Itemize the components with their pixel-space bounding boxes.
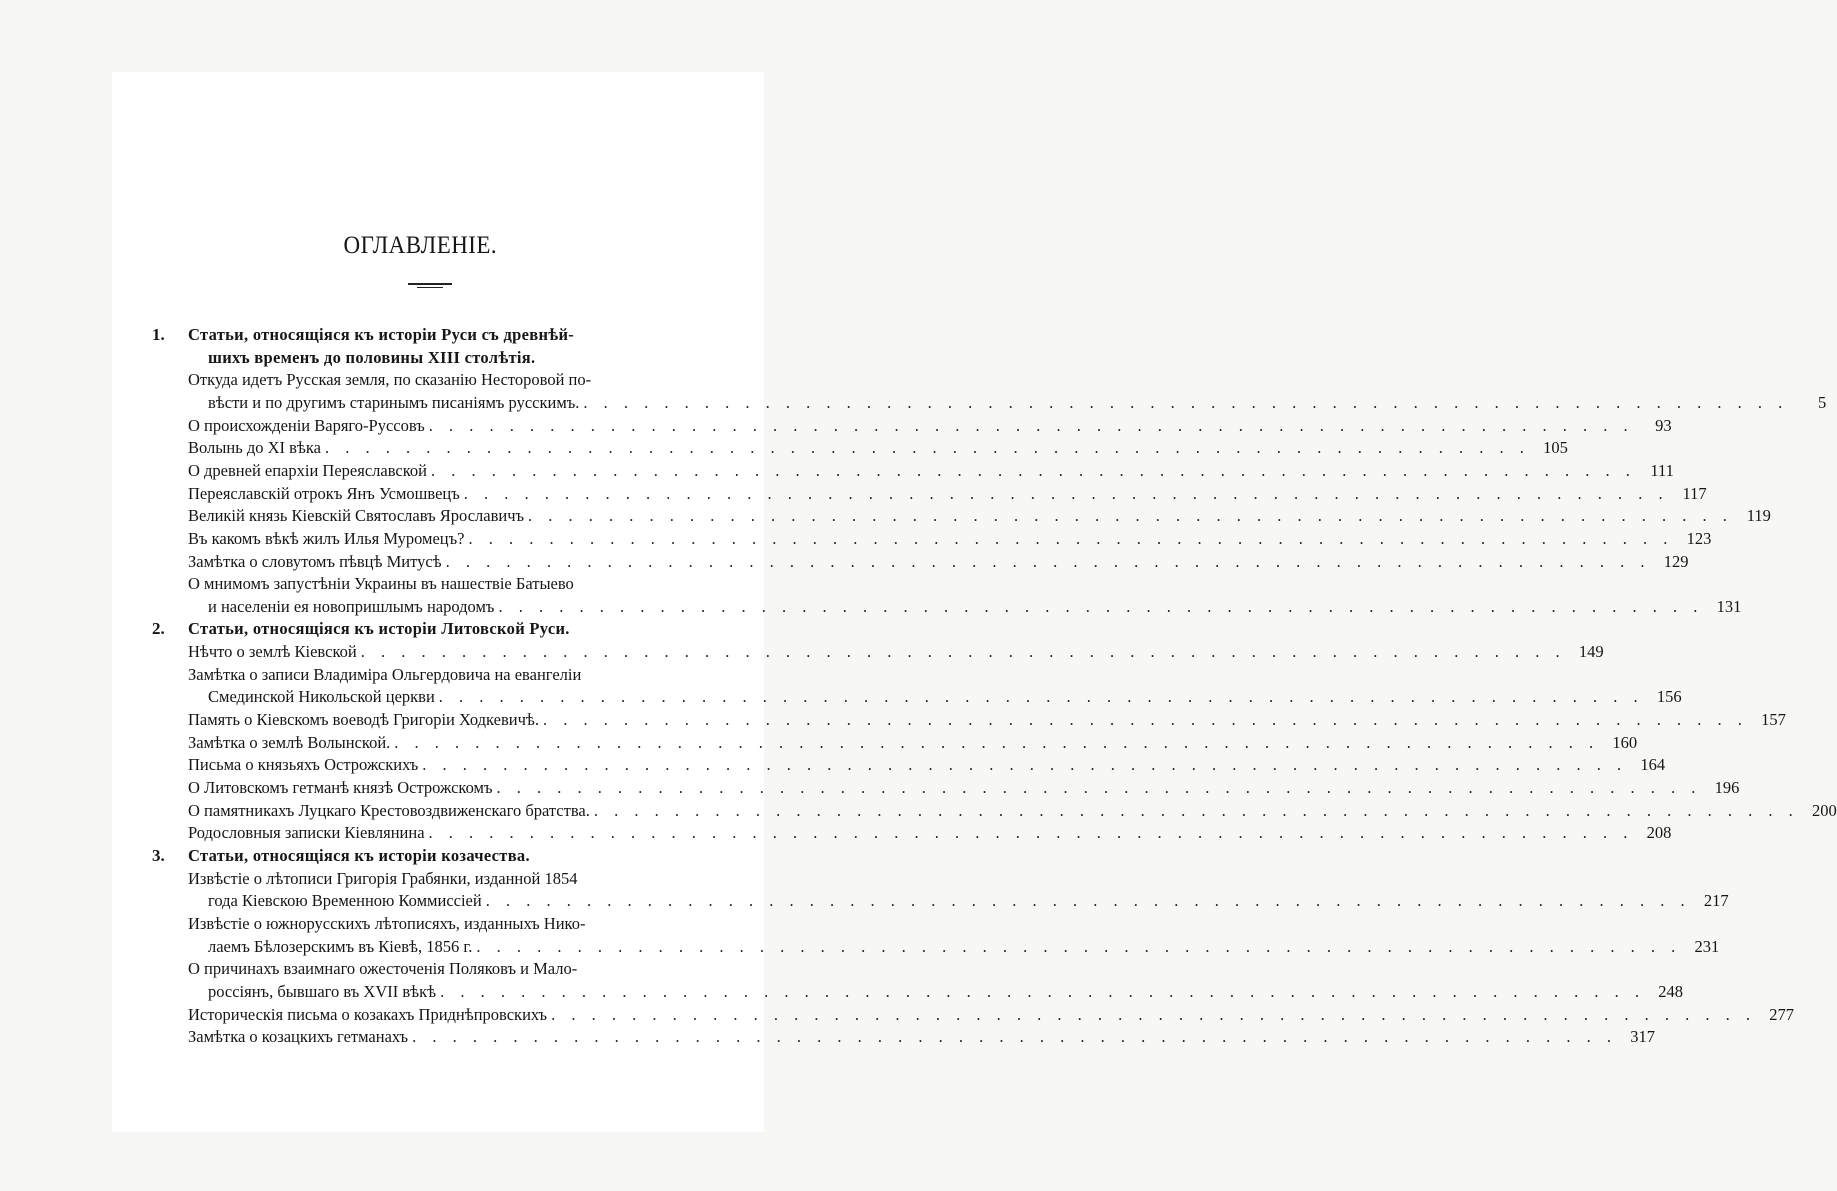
toc-entry: [188, 664, 704, 686]
section-heading-continuation: [208, 347, 724, 369]
toc-entry-title: Родословныя записки Кіевлянина: [188, 823, 425, 843]
dot-leader: . . . . . . . . . . . . . . . . . . . . . . . . . . . . . . . . . . . . . . . . . . . . . . . . . . . . . . . . . . . .: [438, 687, 1644, 707]
dot-leader: . . . . . . . . . . . . . . . . . . . . . . . . . . . . . . . . . . . . . . . . . . . . . . . . . . . . . . . . . . . .: [422, 755, 1628, 775]
page-number: 156: [1656, 687, 1682, 707]
toc-entry-title: Замѣтка о словутомъ пѣвцѣ Митусѣ: [188, 551, 442, 571]
toc-entry: [188, 709, 1786, 731]
dot-leader: . . . . . . . . . . . . . . . . . . . . . . . . . . . . . . . . . . . . . . . . . . . . . . . . . . . . . . . . . . . .: [485, 891, 1691, 911]
toc-entry-title: О памятникахъ Луцкаго Крестовоздвиженскаго братства.: [188, 800, 590, 820]
section-heading: [188, 324, 704, 346]
toc-entry-title: россіянъ, бывшаго въ XVII вѣкѣ: [208, 981, 437, 1001]
toc-entry: [188, 868, 704, 890]
page-number: 157: [1761, 710, 1786, 730]
toc-entry-title: О древней епархіи Переяславской: [188, 460, 427, 480]
page-number: 93: [1655, 415, 1672, 435]
toc-entry: [188, 369, 704, 391]
toc-entry-continuation: [208, 981, 1683, 1003]
toc-entry-title: Замѣтка о записи Владиміра Ольгердовича на евангеліи: [188, 664, 582, 684]
dot-leader: . . . . . . . . . . . . . . . . . . . . . . . . . . . . . . . . . . . . . . . . . . . . . . . . . . . . . . . . . . . .: [498, 596, 1704, 616]
section-heading: [188, 618, 704, 640]
dot-leader: . . . . . . . . . . . . . . . . . . . . . . . . . . . . . . . . . . . . . . . . . . . . . . . . . . . . . . . . . . . .: [468, 528, 1674, 548]
section-heading-text: шихъ временъ до половины XIII столѣтія.: [208, 347, 536, 367]
section-heading-text: Статьи, относящіяся къ исторіи Руси съ древнѣй-: [188, 325, 575, 344]
toc-entry-title: лаемъ Бѣлозерскимъ въ Кіевѣ, 1856 г.: [208, 936, 473, 956]
section-heading-text: Статьи, относящіяся къ исторіи козачества.: [188, 845, 530, 865]
dot-leader: . . . . . . . . . . . . . . . . . . . . . . . . . . . . . . . . . . . . . . . . . . . . . . . . . . . . . . . . . . . .: [593, 800, 1799, 820]
page-number: 277: [1769, 1004, 1794, 1024]
page-number: 131: [1716, 596, 1742, 616]
section-number: 2.: [152, 619, 165, 639]
dot-leader: . . . . . . . . . . . . . . . . . . . . . . . . . . . . . . . . . . . . . . . . . . . . . . . . . . . . . . . . . . . .: [440, 981, 1645, 1001]
toc-entry-title: Волынь до XI вѣка: [188, 438, 321, 458]
page-number: 196: [1714, 778, 1740, 797]
toc-entry-title: года Кіевскою Временною Коммиссіей: [208, 891, 482, 911]
toc-entry-continuation: [208, 392, 1827, 414]
toc-entry: [188, 732, 1638, 754]
page-number: 105: [1543, 438, 1568, 458]
toc-entry-title: О мнимомъ запустѣніи Украины въ нашествіе Батыево: [188, 574, 574, 594]
dot-leader: . . . . . . . . . . . . . . . . . . . . . . . . . . . . . . . . . . . . . . . . . . . . . . . . . . . . . . . . . . . .: [428, 415, 1634, 435]
toc-entry-title: и населеніи ея новопришлымъ народомъ: [208, 596, 495, 616]
toc-entry: [188, 437, 1568, 459]
toc-entry-title: Память о Кіевскомъ воеводѣ Григоріи Ходкевичѣ.: [188, 710, 539, 730]
toc-entry: [188, 460, 1674, 482]
page-number: 5: [1818, 392, 1827, 412]
page-number: 111: [1650, 460, 1674, 480]
dot-leader: . . . . . . . . . . . . . . . . . . . . . . . . . . . . . . . . . . . . . . . . . . . . . . . . . . . . . . . . . . . .: [412, 1027, 1617, 1047]
toc-entry: [188, 483, 1707, 505]
toc-entry-title: Переяславскій отрокъ Янъ Усмошвецъ: [188, 483, 460, 503]
page-number: 200: [1811, 800, 1837, 820]
toc-entry: [188, 754, 1666, 776]
toc-entry: [188, 528, 1712, 550]
toc-entry: [188, 1026, 1655, 1048]
toc-entry-title: О причинахъ взаимнаго ожесточенія Поляковъ и Мало-: [188, 959, 578, 979]
toc-entry: [188, 415, 1672, 437]
toc-entry-continuation: [208, 686, 1682, 708]
toc-entry-title: Въ какомъ вѣкѣ жилъ Илья Муромецъ?: [188, 528, 465, 548]
toc-entry-continuation: [208, 596, 1742, 618]
page-number: 160: [1612, 732, 1638, 752]
dot-leader: . . . . . . . . . . . . . . . . . . . . . . . . . . . . . . . . . . . . . . . . . . . . . . . . . . . . . . . . . . . .: [445, 551, 1651, 571]
dot-leader: . . . . . . . . . . . . . . . . . . . . . . . . . . . . . . . . . . . . . . . . . . . . . . . . . . . . . . . . . . . .: [583, 392, 1789, 412]
toc-entry: [188, 913, 704, 935]
dot-leader: . . . . . . . . . . . . . . . . . . . . . . . . . . . . . . . . . . . . . . . . . . . . . . . . . . . . . . . . . . . .: [528, 506, 1733, 526]
toc-entry-title: О происхожденіи Варяго-Руссовъ: [188, 415, 425, 435]
toc-entry-title: Нѣчто о землѣ Кіевской: [188, 642, 357, 662]
toc-entry-title: вѣсти и по другимъ старинымъ писаніямъ русскимъ.: [208, 392, 580, 412]
toc-entry-continuation: [208, 936, 1720, 958]
toc-entry-title: Замѣтка о козацкихъ гетманахъ: [188, 1027, 409, 1047]
page-title: ОГЛАВЛЕНІЕ.: [343, 232, 498, 259]
toc-entry-title: Историческія письма о козакахъ Приднѣпровскихъ: [188, 1004, 548, 1024]
toc-entry-title: Великій князь Кіевскій Святославъ Ярославичъ: [188, 506, 525, 526]
toc-entry-title: Замѣтка о землѣ Волынской.: [188, 732, 391, 752]
page-number: 231: [1694, 936, 1720, 956]
toc-entry: [188, 641, 1604, 663]
toc-entry: [188, 822, 1672, 844]
dot-leader: . . . . . . . . . . . . . . . . . . . . . . . . . . . . . . . . . . . . . . . . . . . . . . . . . . . . . . . . . . . .: [463, 483, 1669, 503]
dot-leader: . . . . . . . . . . . . . . . . . . . . . . . . . . . . . . . . . . . . . . . . . . . . . . . . . . . . . . . . . . . .: [543, 710, 1748, 730]
toc-entry: [188, 800, 1837, 822]
dot-leader: . . . . . . . . . . . . . . . . . . . . . . . . . . . . . . . . . . . . . . . . . . . . . . . . . . . . . . . . . . . .: [476, 936, 1682, 956]
toc-entry-title: Извѣстіе о лѣтописи Григорія Грабянки, изданной 1854: [188, 868, 578, 888]
page-number: 123: [1686, 528, 1712, 548]
dot-leader: . . . . . . . . . . . . . . . . . . . . . . . . . . . . . . . . . . . . . . . . . . . . . . . . . . . . . . . . . . . .: [394, 732, 1600, 752]
toc-entry-title: О Литовскомъ гетманѣ князѣ Острожскомъ: [188, 778, 493, 797]
dot-leader: . . . . . . . . . . . . . . . . . . . . . . . . . . . . . . . . . . . . . . . . . . . . . . . . . . . . . . . . . . . .: [428, 823, 1634, 843]
page-number: 208: [1646, 823, 1672, 843]
dot-leader: . . . . . . . . . . . . . . . . . . . . . . . . . . . . . . . . . . . . . . . . . . . . . . . . . . . . . . . . . . . .: [430, 460, 1636, 480]
toc-entry-title: Смединской Никольской церкви: [208, 687, 435, 707]
section-number: 3.: [152, 845, 165, 865]
dot-leader: . . . . . . . . . . . . . . . . . . . . . . . . . . . . . . . . . . . . . . . . . . . . . . . . . . . . . . . . . . . .: [551, 1004, 1756, 1024]
section-number: 1.: [152, 325, 165, 344]
section-heading-text: Статьи, относящіяся къ исторіи Литовской Руси.: [188, 619, 570, 639]
section-heading: [188, 845, 704, 867]
toc-entry: [188, 777, 1740, 799]
dot-leader: . . . . . . . . . . . . . . . . . . . . . . . . . . . . . . . . . . . . . . . . . . . . . . . . . . . . . . . . . . . .: [496, 778, 1702, 797]
toc-entry: [188, 573, 704, 595]
page-number: 119: [1746, 506, 1771, 526]
page-number: 317: [1630, 1027, 1655, 1047]
page-number: 164: [1640, 755, 1666, 775]
toc-entry-title: Письма о князьяхъ Острожскихъ: [188, 755, 419, 775]
dot-leader: . . . . . . . . . . . . . . . . . . . . . . . . . . . . . . . . . . . . . . . . . . . . . . . . . . . . . . . . . . . .: [324, 438, 1530, 458]
page-number: 117: [1682, 483, 1707, 503]
page-number: 217: [1703, 891, 1729, 911]
toc-entry: [188, 551, 1689, 573]
toc-entry: [188, 958, 704, 980]
toc-entry: [188, 505, 1771, 527]
page-number: 149: [1578, 642, 1604, 662]
toc-entry-title: Извѣстіе о южнорусскихъ лѣтописяхъ, изданныхъ Нико-: [188, 913, 586, 933]
toc-entry-title: Откуда идетъ Русская земля, по сказанію Несторовой по-: [188, 370, 592, 390]
page-number: 129: [1663, 551, 1689, 571]
page-number: 248: [1658, 981, 1683, 1001]
toc-entry-continuation: [208, 890, 1729, 912]
dot-leader: . . . . . . . . . . . . . . . . . . . . . . . . . . . . . . . . . . . . . . . . . . . . . . . . . . . . . . . . . . . .: [360, 642, 1566, 662]
toc-entry: [188, 1004, 1794, 1026]
